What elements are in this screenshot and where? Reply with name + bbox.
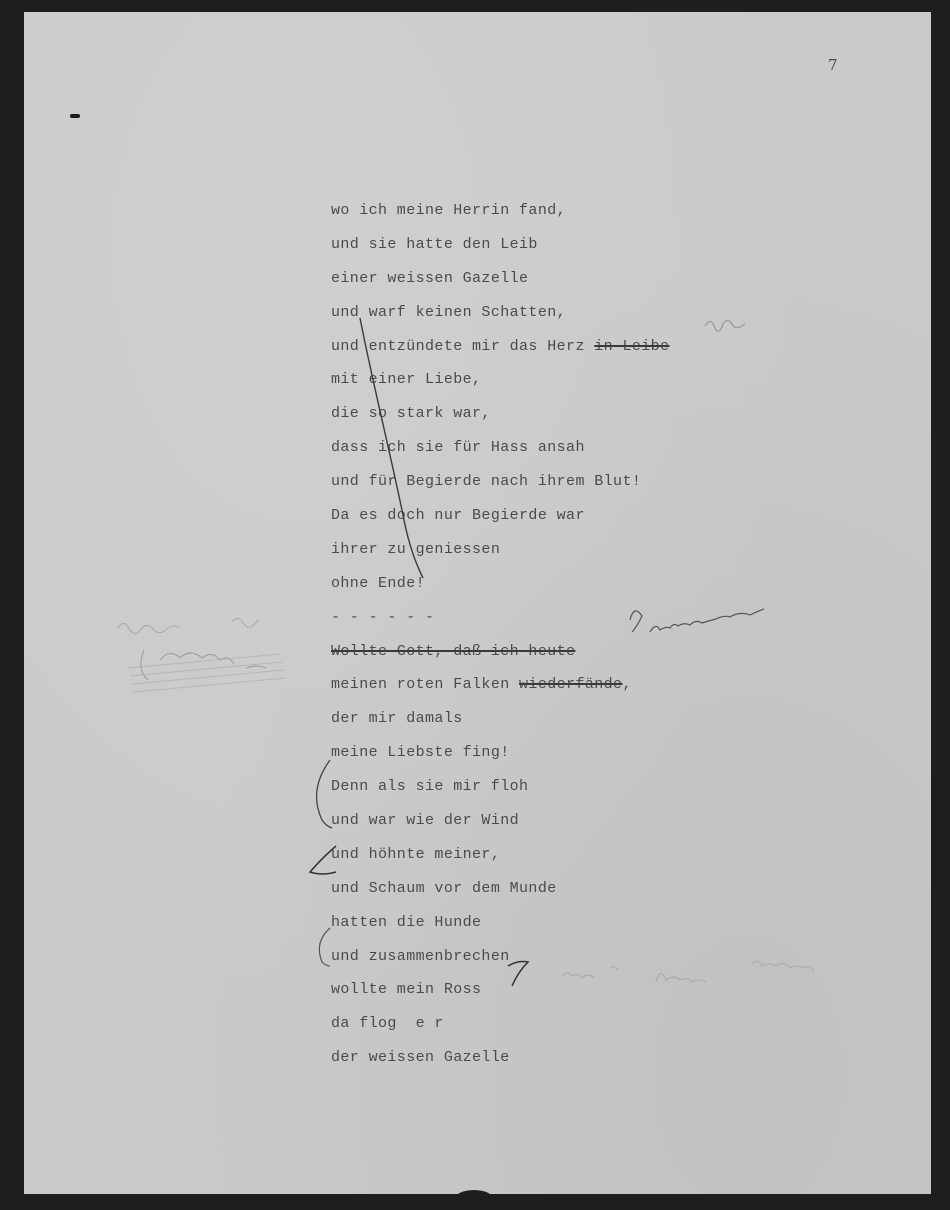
poem-line-text: ohne Ende!	[331, 574, 426, 592]
manuscript-page	[24, 12, 931, 1194]
poem-line	[331, 804, 669, 838]
poem-line	[331, 499, 669, 533]
poem-line	[331, 770, 669, 804]
poem-line	[331, 228, 669, 262]
poem-line	[331, 601, 669, 635]
poem-line	[331, 262, 669, 296]
poem-line-text: ihrer zu geniessen	[331, 540, 501, 558]
poem-line	[331, 1007, 669, 1041]
poem-line	[331, 736, 669, 770]
poem-line-text: und zusammenbrechen	[331, 947, 510, 965]
poem-line-text: wo ich meine Herrin fand,	[331, 202, 567, 219]
poem-line	[331, 973, 669, 1007]
poem-line	[331, 838, 669, 872]
poem-line-text: und höhnte meiner,	[331, 845, 501, 863]
poem-line-text: die so stark war,	[331, 405, 491, 423]
poem-line-text: meine Liebste fing!	[331, 744, 510, 762]
poem-line	[331, 431, 669, 465]
poem-line	[331, 940, 669, 974]
poem-line	[331, 296, 669, 330]
poem-line-text: meinen roten Falken	[331, 676, 520, 694]
struck-text: wiederfände	[519, 676, 623, 694]
poem-line-text: und sie hatte den Leib	[331, 235, 538, 253]
poem-line	[331, 668, 669, 702]
poem-line-text: hatten die Hunde	[331, 913, 482, 931]
poem-line-text: und war wie der Wind	[331, 812, 520, 830]
poem-line-text: - - - - - -	[331, 608, 435, 626]
poem-line	[331, 906, 669, 940]
poem-line-text: Da es doch nur Begierde war	[331, 507, 585, 525]
poem-line	[331, 872, 669, 906]
poem-line-text: der mir damals	[331, 710, 463, 728]
poem-line-text: da flog e r	[331, 1015, 444, 1033]
poem-line	[331, 194, 669, 228]
poem-line	[331, 1041, 669, 1075]
poem-line-text: einer weissen Gazelle	[331, 269, 529, 287]
struck-text: in Leibe	[594, 337, 670, 355]
poem-line	[331, 533, 669, 567]
poem-line-text: und entzündete mir das Herz	[331, 337, 595, 355]
poem-line-text: mit einer Liebe,	[331, 371, 482, 389]
poem-line-text: dass ich sie für Hass ansah	[331, 439, 585, 457]
trailing-punctuation: ,	[622, 676, 632, 694]
page-number: 7	[828, 56, 838, 74]
paper-tear	[454, 1190, 494, 1210]
poem-line	[331, 567, 669, 601]
poem-line	[331, 397, 669, 431]
poem-line-text: Denn als sie mir floh	[331, 778, 529, 796]
struck-text: Wollte Gott, daß ich heute	[331, 642, 576, 660]
poem-line-text: und warf keinen Schatten,	[331, 303, 567, 321]
poem-line-text: und für Begierde nach ihrem Blut!	[331, 473, 642, 491]
poem-line	[331, 702, 669, 736]
poem-line	[331, 635, 669, 669]
poem-line	[331, 363, 669, 397]
ink-mark	[70, 114, 80, 118]
poem-line-text: der weissen Gazelle	[331, 1049, 510, 1067]
poem-line	[331, 330, 669, 364]
poem-line-text: wollte mein Ross	[331, 981, 482, 999]
poem-line-text: und Schaum vor dem Munde	[331, 879, 557, 897]
poem-text	[331, 194, 669, 1075]
poem-line	[331, 465, 669, 499]
